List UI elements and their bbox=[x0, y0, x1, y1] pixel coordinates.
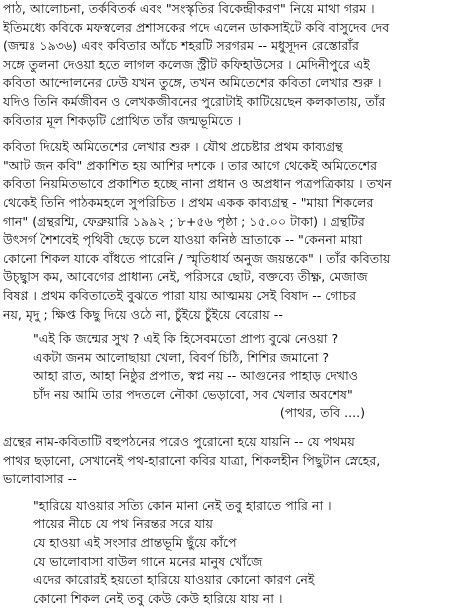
text-line: উৎসর্গ শৈশবেই পৃথিবী ছেড়ে চলে যাওয়া কনিষ্ঠ ভ্রাতাকে -- "কেননা মায়া bbox=[3, 232, 363, 248]
poem-line: যে হাওয়া এই সংসার প্রান্তভূমি ছুঁয়ে কাঁপে bbox=[33, 535, 237, 551]
text-line: থেকেই তিনি পাঠকমহলে সুপরিচিত । প্রথম একক কাব্যগ্রন্থ - "মায়া শিকলের bbox=[3, 194, 374, 210]
poem-line: "এই কি জন্মের সুখ ? এই কি হিসেবমতো প্রাপ্য বুঝে নেওয়া ? bbox=[33, 331, 339, 347]
text-line: কবিতার মূল শিকড়টি প্রোথিত তাঁর জন্মভূমিতে । bbox=[3, 112, 242, 128]
text-line: কোনো শিকল যাকে বাঁধতে পারেনি / স্মৃতিধার্য অনুজ জয়ন্তকে" । তাঁর কবিতায় bbox=[3, 250, 391, 266]
text-line: বিষণ্ণ । প্রথম কবিতাতেই বুঝতে পারা যায় আত্মময় সেই বিষাদ -- গোচর bbox=[3, 287, 357, 303]
poem-line: চাঁদ নয় আমি তার পদতলে নৌকা ভেড়াবো, সব খেলার অবশেষ" bbox=[33, 386, 353, 402]
text-line: (জন্মঃ ১৯৩৬) এবং কবিতার আঁচে শহরটি সরগরম -- মধুসূদন রেস্তোরাঁর bbox=[3, 38, 359, 54]
poem-line: এদের কারোরই হয়তো হারিয়ে যাওয়ার কোনো কারণ নেই bbox=[33, 572, 315, 588]
paragraph-3 bbox=[3, 433, 452, 489]
text-line: কবিতা দিয়েই অমিতেশের লেখার শুরু । যৌথ প্রচেষ্টার প্রথম কাব্যগ্রন্থ bbox=[3, 139, 343, 155]
text-line: গ্রন্থের নাম-কবিতাটি বহুপঠনের পরেও পুরোনো হয়ে যায়নি -- যে পথময় bbox=[3, 434, 355, 450]
text-line: ইতিমধ্যে কবিকে মফস্বলের প্রশাসকের পদে এলেন ডাকসাইটে কবি বাসুদেব দেব bbox=[3, 19, 390, 35]
text-line: উচ্ছ্বাস কম, আবেগের প্রাধান্য নেই, পরিসরে ছোট, বক্তব্যে তীক্ষ্ণ, মেজাজ bbox=[3, 269, 368, 285]
poem-quote-2 bbox=[3, 497, 452, 609]
text-line: যদিও তিনি কর্মজীবন ও লেখকজীবনের পুরোটাই কাটিয়েছেন কলকাতায়, তাঁর bbox=[3, 93, 386, 109]
poem-line: একটা জনম আলোছায়া খেলা, বিবর্ণ চিঠি, শিশির জমানো ? bbox=[33, 349, 330, 365]
poem-line: আহা রাত, আহা নিষ্ঠুর প্রপাত, স্বপ্ন নয় -- আগুনের পাহাড় দেখাও bbox=[33, 368, 359, 384]
poem-line: "হারিয়ে যাওয়ার সত্যি কোন মানা নেই তবু হারাতে পারি না । bbox=[33, 497, 332, 513]
poem-line: কোনো শিকল নেই তবু কেউ কেউ হারিয়ে যায় না । bbox=[33, 590, 283, 606]
text-line: পাঠ, আলোচনা, তর্কবিতর্ক এবং "সংস্কৃতির বিকেন্দ্রীকরণ" নিয়ে মাথা গরম । bbox=[3, 1, 375, 16]
poem-line: যে ভালোবাসা বাউল গানে মনের মানুষ খোঁজে bbox=[33, 553, 263, 569]
text-line: নয়, মৃদু ; ক্ষিপ্ত কিছু দিয়ে ওঠে না, চুঁইয়ে চুঁইয়ে বেরোয় -- bbox=[3, 306, 283, 322]
text-line: পাথর ছড়ানো, সেখানেই পথ-হারানো কবির যাত্রা, শিকলহীন পিছুটান স্নেহের, bbox=[3, 452, 381, 468]
text-line: কবিতা আন্দোলনের ঢেউ যখন তুঙ্গে, তখন অমিতেশের কবিতা লেখার শুরু । bbox=[3, 75, 382, 91]
text-line: কবিতা নিয়মিতভাবে প্রকাশিত হচ্ছে নানা প্রধান ও অপ্রধান পত্রপত্রিকায় । তখন bbox=[3, 176, 392, 192]
text-line: সঙ্গে তুলনা দেওয়া হতে লাগল কলেজ স্ট্রীট কফিহাউসের । মেদিনীপুরে এই bbox=[3, 56, 370, 72]
text-line: ভালোবাসার -- bbox=[3, 471, 77, 487]
poem-attribution: (পাথর, তবি ....) bbox=[279, 405, 366, 421]
paragraph-2 bbox=[3, 138, 452, 324]
poem-line: পায়ের নীচে যে পথ নিরন্তর সরে যায় bbox=[33, 516, 213, 532]
paragraph-1 bbox=[3, 0, 452, 130]
text-line: "আট জন কবি" প্রকাশিত হয় আশির দশকে । তার আগে থেকেই অমিতেশের bbox=[3, 157, 378, 173]
poem-quote-1 bbox=[3, 330, 452, 423]
text-line: গান" (গ্রন্থরশ্মি, ফেব্রুয়ারি ১৯৯২ ; ৮+৫৬ পৃষ্ঠা ; ১৫.০০ টাকা) । গ্রন্থটির bbox=[3, 213, 365, 229]
